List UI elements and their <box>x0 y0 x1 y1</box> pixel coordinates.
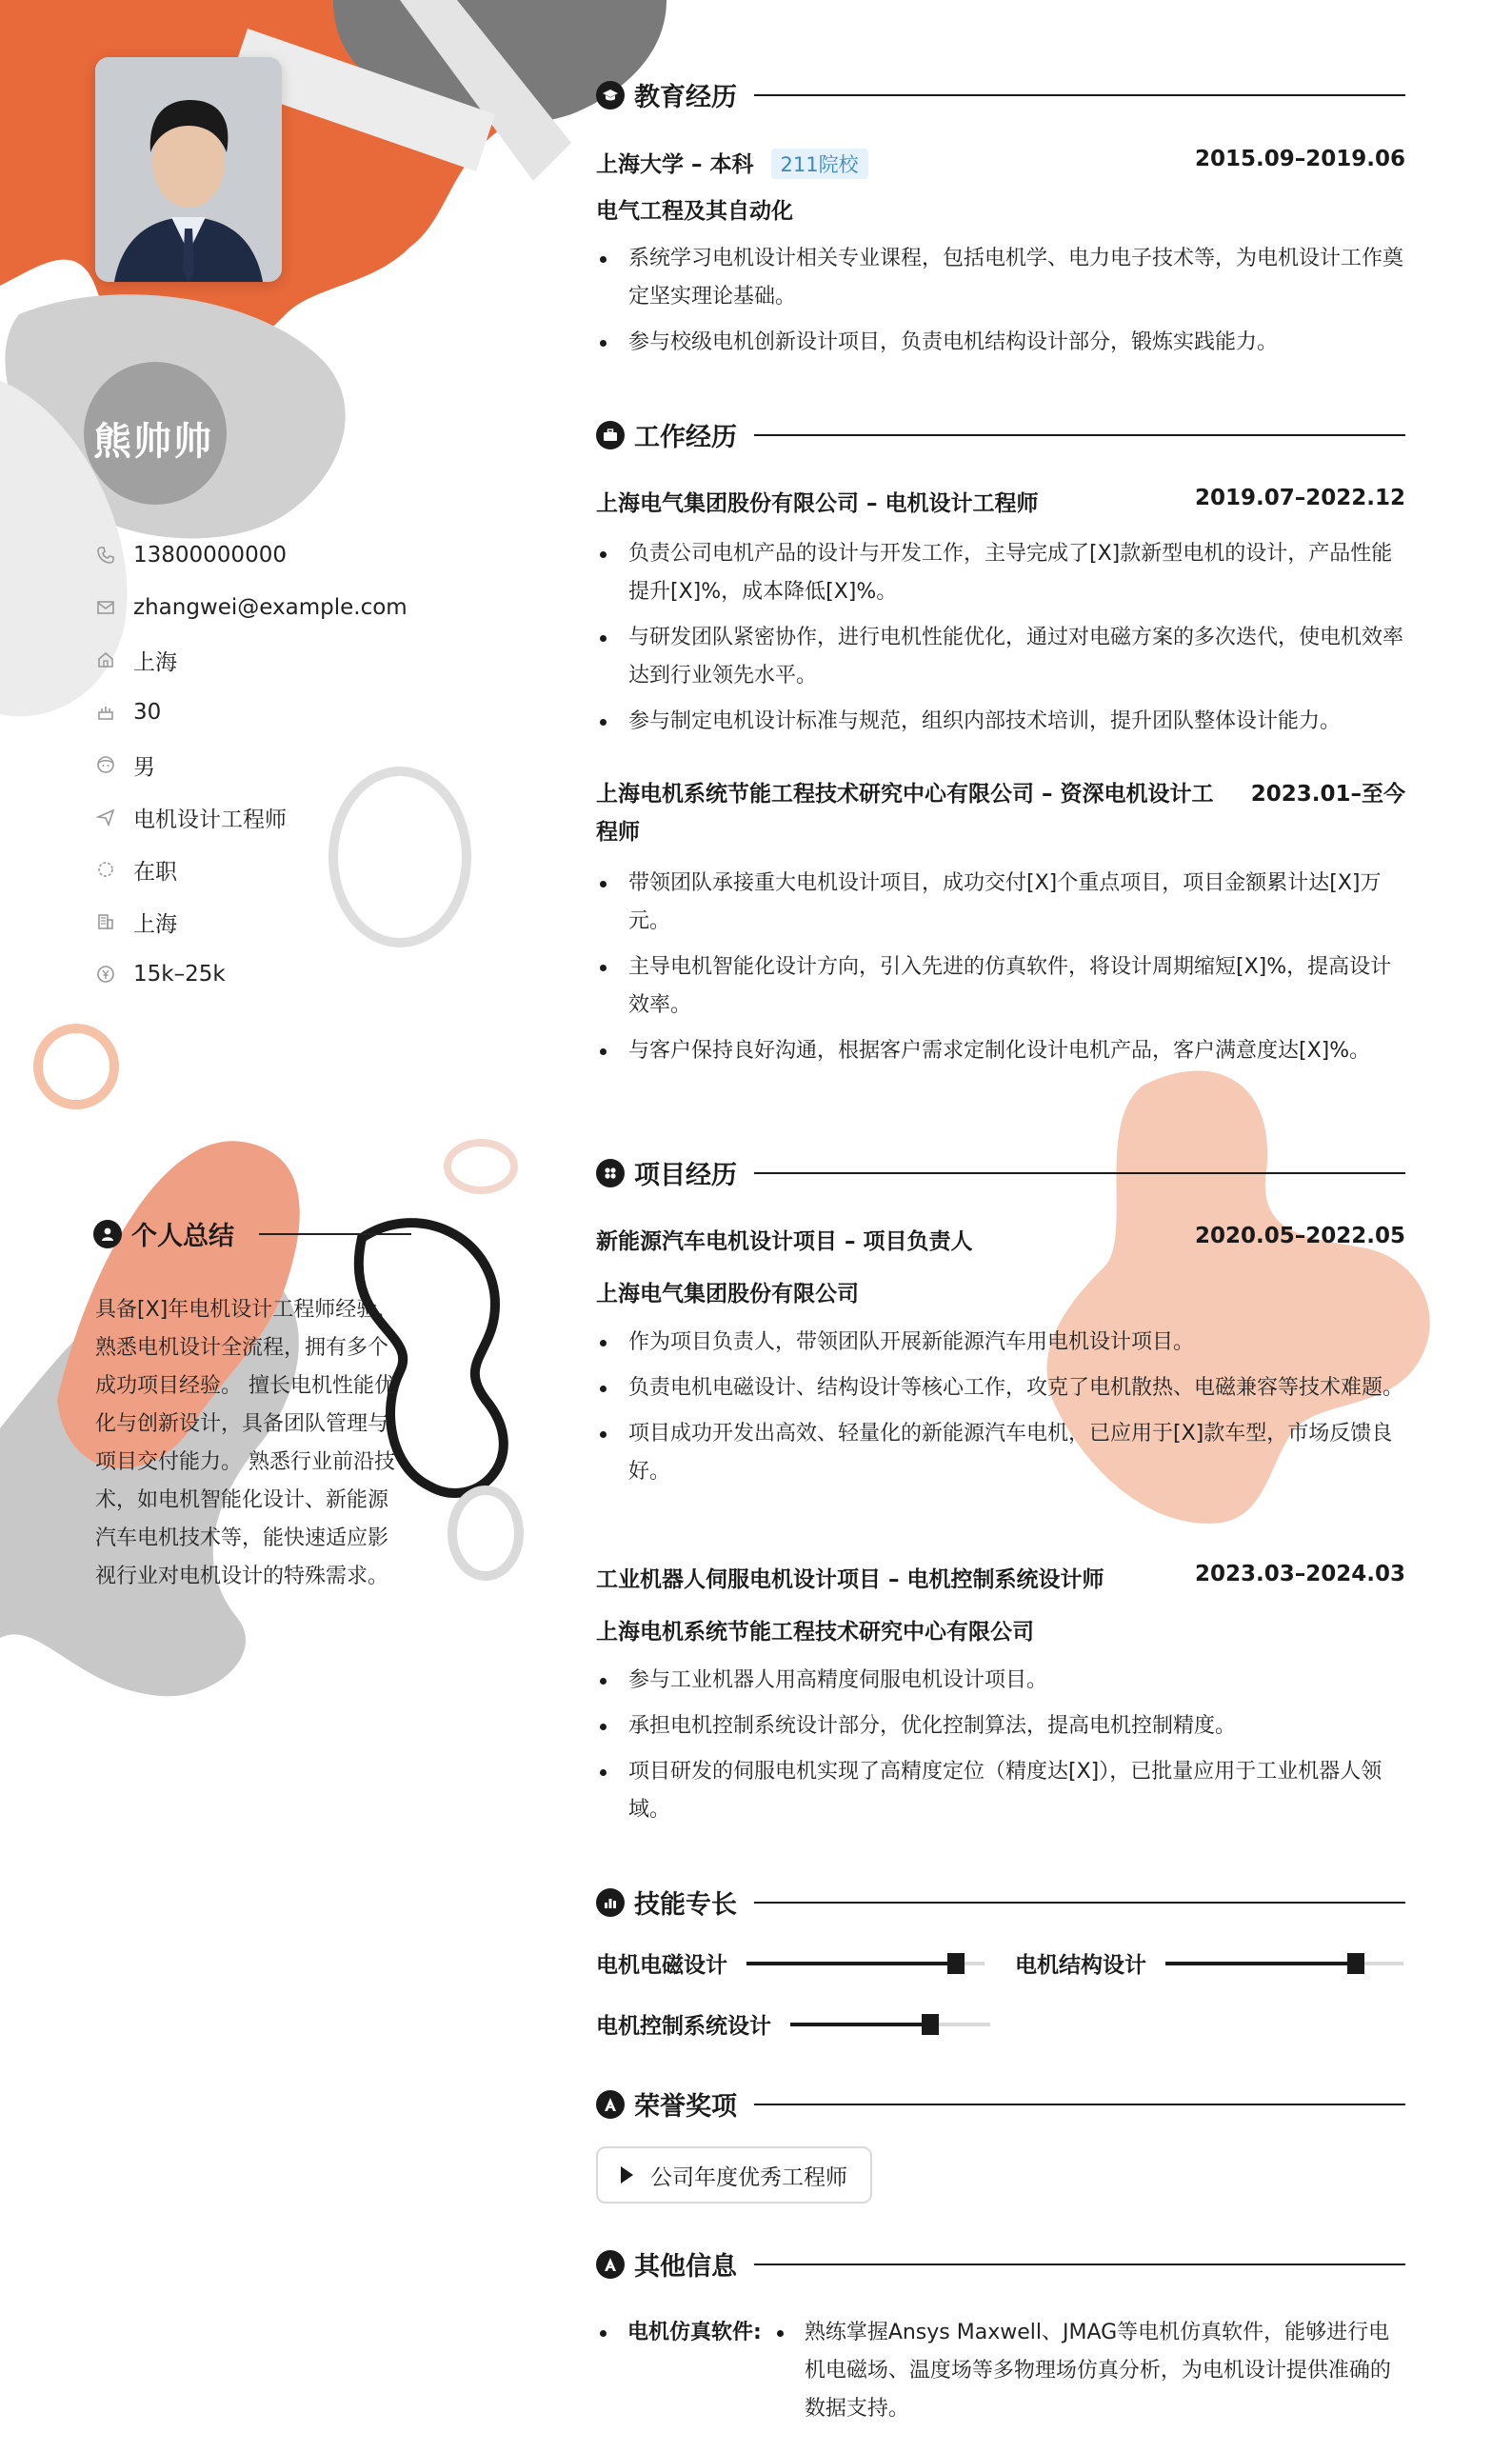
info-age: 30 <box>95 698 161 727</box>
mail-icon <box>95 597 116 618</box>
skill-item <box>596 2008 990 2040</box>
award-icon <box>596 2090 625 2119</box>
other-text: 熟练掌握Ansys Maxwell、JMAG等电机仿真软件，能够进行电机电磁场、温度场等多物理场仿真分析，为电机设计提供准确的数据支持。 <box>804 2321 1391 2421</box>
info-city: 上海 <box>95 907 177 936</box>
list-item: 项目研发的伺服电机实现了高精度定位（精度达[X]），已批量应用于工业机器人领域。 <box>596 1753 1405 1829</box>
section-divider <box>754 2264 1405 2265</box>
project-title: 工业机器人伺服电机设计项目 – 电机控制系统设计师 <box>596 1567 1104 1592</box>
info-phone: 13800000000 <box>95 541 287 569</box>
job-header <box>596 775 1405 851</box>
education-heading: 教育经历 <box>596 76 1405 113</box>
list-item: 与研发团队紧密协作，进行电机性能优化，通过对电磁方案的多次迭代，使电机效率达到行业领先水平。 <box>596 619 1405 695</box>
candidate-name: 熊帅帅 <box>93 420 213 464</box>
skill-name: 电机结构设计 <box>1015 1953 1146 1978</box>
avatar-portrait <box>95 57 282 282</box>
list-item: 负责电机电磁设计、结构设计等核心工作，攻克了电机散热、电磁兼容等技术难题。 <box>596 1369 1405 1407</box>
bullet-dot <box>600 2330 607 2337</box>
briefcase-icon <box>596 421 625 449</box>
info-gender: 男 <box>95 750 155 779</box>
project-date: 2023.03–2024.03 <box>1194 1562 1405 1586</box>
skill-item <box>596 1947 985 1979</box>
skill-fill <box>790 2023 930 2026</box>
grid-icon <box>596 1159 625 1187</box>
job-date: 2023.01–至今 <box>1250 782 1405 807</box>
list-item: 参与制定电机设计标准与规范，组织内部技术培训，提升团队整体设计能力。 <box>596 703 1405 741</box>
info-email: zhangwei@example.com <box>95 593 408 622</box>
skill-item <box>1015 1947 1403 1979</box>
list-item: 系统学习电机设计相关专业课程，包括电机学、电力电子技术等，为电机设计工作奠定坚实理论基础。 <box>596 240 1405 316</box>
avatar <box>95 57 282 282</box>
other-heading: 其他信息 <box>596 2245 1405 2283</box>
list-item: 参与工业机器人用高精度伺服电机设计项目。 <box>596 1662 1405 1700</box>
job-bullets <box>596 535 1405 748</box>
project-bullets <box>596 1662 1405 1837</box>
yen-icon <box>95 964 116 985</box>
skill-name: 电机电磁设计 <box>596 1953 727 1978</box>
other-label: 电机仿真软件: <box>627 2321 762 2344</box>
project-header <box>596 1224 1405 1255</box>
outline-ellipse <box>448 1143 514 1190</box>
project-header <box>596 1562 1405 1593</box>
skill-knob <box>1347 1953 1364 1974</box>
summary-divider <box>259 1233 411 1235</box>
skill-knob <box>947 1953 965 1974</box>
list-item: 项目成功开发出高效、轻量化的新能源汽车电机，已应用于[X]款车型，市场反馈良好。 <box>596 1415 1405 1491</box>
award-label: 公司年度优秀工程师 <box>650 2164 847 2190</box>
project-bullets <box>596 1324 1405 1499</box>
section-divider <box>754 1902 1405 1904</box>
list-item: 主导电机智能化设计方向，引入先进的仿真软件，将设计周期缩短[X]%，提高设计效率。 <box>596 948 1405 1025</box>
summary-heading: 个人总结 <box>93 1215 411 1252</box>
education-header <box>596 147 1405 179</box>
education-date: 2015.09–2019.06 <box>1194 147 1405 171</box>
section-divider <box>754 94 1405 96</box>
school-tag: 211院校 <box>771 149 868 179</box>
honors-heading: 荣誉奖项 <box>596 2085 1405 2123</box>
skill-fill <box>1165 1962 1356 1965</box>
status-icon <box>95 859 116 880</box>
skill-name: 电机控制系统设计 <box>596 2014 771 2039</box>
gray-ring-small <box>452 1490 519 1576</box>
skill-fill <box>746 1962 956 1965</box>
skills-heading: 技能专长 <box>596 1884 1405 1921</box>
info-position: 电机设计工程师 <box>95 803 287 831</box>
user-icon <box>93 1220 122 1248</box>
job-bullets <box>596 865 1405 1078</box>
info-salary: 15k–25k <box>95 960 226 988</box>
school-name: 上海大学 – 本科 <box>596 152 754 177</box>
home-icon <box>95 649 116 670</box>
graduation-cap-icon <box>596 81 625 110</box>
summary-text: 具备[X]年电机设计工程师经验，熟悉电机设计全流程，拥有多个成功项目经验。 擅长电机性能优化与创新设计，具备团队管理与项目交付能力。 熟悉行业前沿技术，如电机智能化设计、新能源汽车电机技术等，能快速适应影视行业对电机设计的特殊需求。 <box>95 1298 399 1588</box>
list-item: 带领团队承接重大电机设计项目，成功交付[X]个重点项目，项目金额累计达[X]万元。 <box>596 865 1405 941</box>
outline-circle <box>38 1028 114 1105</box>
work-heading: 工作经历 <box>596 416 1405 453</box>
list-item: 参与校级电机创新设计项目，负责电机结构设计部分，锻炼实践能力。 <box>596 324 1405 362</box>
project-company: 上海电机系统节能工程技术研究中心有限公司 <box>596 1620 1034 1645</box>
education-bullets <box>596 240 1405 369</box>
project-title: 新能源汽车电机设计项目 – 项目负责人 <box>596 1229 973 1254</box>
job-header <box>596 486 1405 517</box>
skill-bar <box>790 2023 990 2026</box>
bullet-dot <box>777 2330 784 2337</box>
face-icon <box>95 754 116 775</box>
other-item <box>596 2314 1405 2428</box>
job-title: 上海电机系统节能工程技术研究中心有限公司 – 资深电机设计工程师 <box>596 782 1214 845</box>
job-date: 2019.07–2022.12 <box>1194 486 1405 510</box>
play-icon <box>621 2166 633 2184</box>
skill-bar <box>746 1962 985 1965</box>
info-icon <box>596 2250 625 2279</box>
info-location: 上海 <box>95 646 177 674</box>
project-date: 2020.05–2022.05 <box>1194 1224 1405 1248</box>
cake-icon <box>95 702 116 723</box>
list-item: 作为项目负责人，带领团队开展新能源汽车用电机设计项目。 <box>596 1324 1405 1362</box>
section-divider <box>754 1172 1405 1174</box>
building-icon <box>95 911 116 932</box>
skill-bar <box>1165 1962 1403 1965</box>
section-divider <box>754 2104 1405 2105</box>
send-icon <box>95 807 116 828</box>
phone-icon <box>95 545 116 566</box>
skill-knob <box>922 2014 939 2035</box>
list-item: 负责公司电机产品的设计与开发工作，主导完成了[X]款新型电机的设计，产品性能提升[X]%，成本降低[X]%。 <box>596 535 1405 611</box>
project-company: 上海电气集团股份有限公司 <box>596 1282 859 1306</box>
list-item: 与客户保持良好沟通，根据客户需求定制化设计电机产品，客户满意度达[X]%。 <box>596 1032 1405 1070</box>
job-title: 上海电气集团股份有限公司 – 电机设计工程师 <box>596 491 1039 516</box>
projects-heading: 项目经历 <box>596 1154 1405 1191</box>
major: 电气工程及其自动化 <box>596 199 793 224</box>
info-status: 在职 <box>95 855 177 884</box>
outline-ring <box>333 771 467 943</box>
award-chip <box>596 2146 872 2204</box>
section-divider <box>754 434 1405 436</box>
bar-chart-icon <box>596 1888 625 1917</box>
list-item: 承担电机控制系统设计部分，优化控制算法，提高电机控制精度。 <box>596 1707 1405 1745</box>
